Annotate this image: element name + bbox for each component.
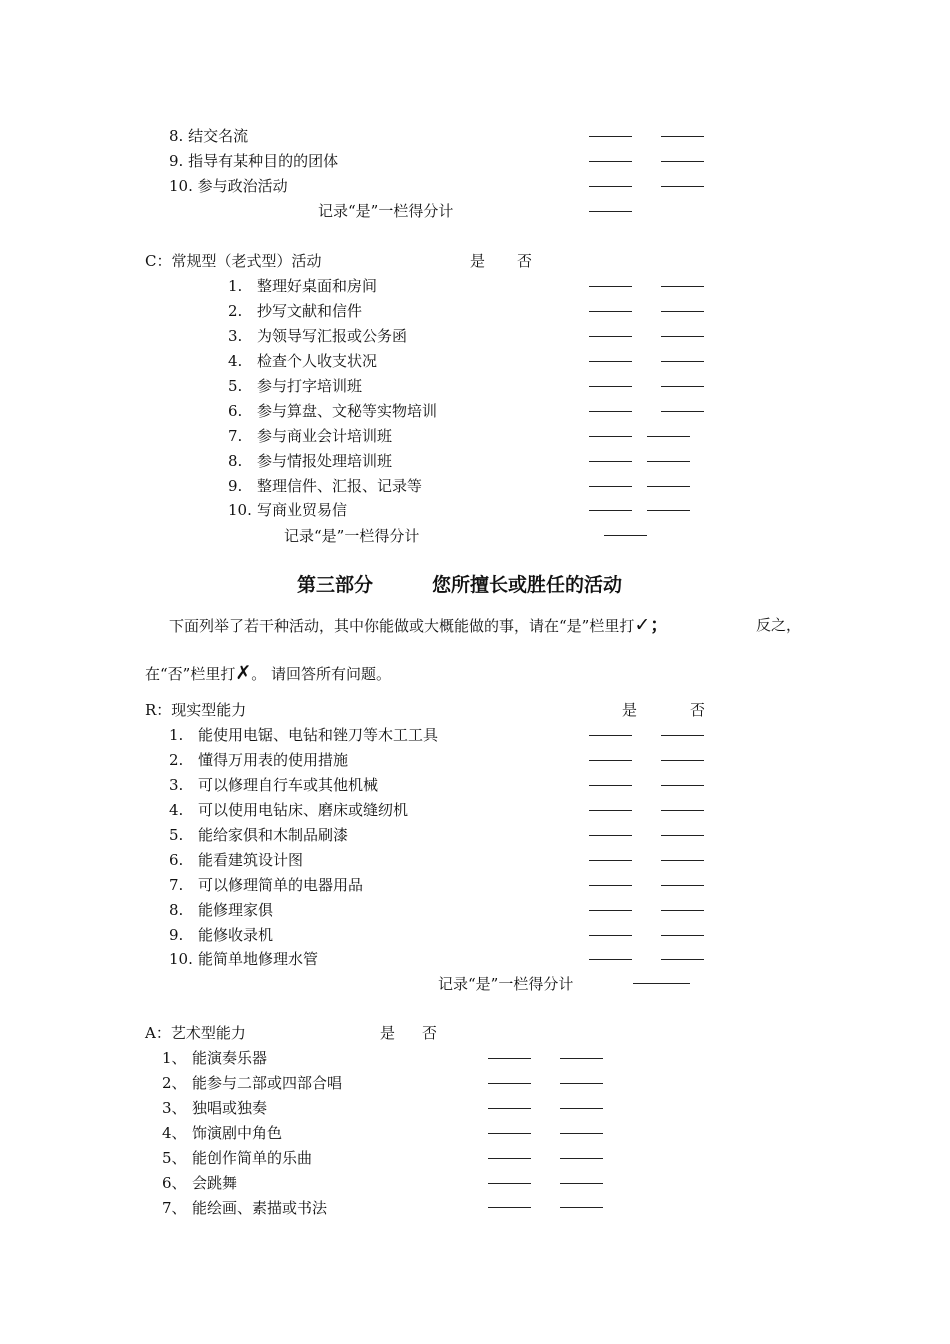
yes-column-header: 是 [380,1024,396,1042]
list-item: 1、 能演奏乐器 [162,1049,268,1067]
list-item: 6、 会跳舞 [162,1174,238,1192]
no-answer-blank[interactable] [661,336,704,337]
list-item: 9. 指导有某种目的的团体 [169,152,339,170]
no-answer-blank[interactable] [661,835,704,836]
yes-answer-blank[interactable] [589,136,632,137]
yes-answer-blank[interactable] [589,486,632,487]
intro-text-end: 反之， [756,616,802,634]
no-answer-blank[interactable] [661,860,704,861]
total-score-blank[interactable] [604,535,647,536]
no-answer-blank[interactable] [661,136,704,137]
list-item: 4. 可以使用电钻床、磨床或缝纫机 [169,801,409,819]
list-item: 3、 独唱或独奏 [162,1099,268,1117]
yes-answer-blank[interactable] [589,336,632,337]
no-answer-blank[interactable] [647,510,690,511]
section-title: C：常规型（老式型）活动 [145,252,322,270]
no-answer-blank[interactable] [661,161,704,162]
total-label: 记录“是”一栏得分计 [284,527,420,545]
yes-answer-blank[interactable] [589,411,632,412]
intro-text: 下面列举了若干种活动，其中你能做或大概能做的事，请在“是”栏里打✓； [169,614,669,636]
list-item: 1. 整理好桌面和房间 [228,277,378,295]
list-item: 9. 能修收录机 [169,926,274,944]
no-answer-blank[interactable] [647,461,690,462]
no-answer-blank[interactable] [661,810,704,811]
no-answer-blank[interactable] [661,311,704,312]
list-item: 6. 能看建筑设计图 [169,851,304,869]
yes-answer-blank[interactable] [589,361,632,362]
list-item: 6. 参与算盘、文秘等实物培训 [228,402,438,420]
no-answer-blank[interactable] [661,785,704,786]
list-item: 7. 可以修理简单的电器用品 [169,876,364,894]
yes-answer-blank[interactable] [589,910,632,911]
list-item: 5. 参与打字培训班 [228,377,363,395]
yes-answer-blank[interactable] [589,810,632,811]
yes-answer-blank[interactable] [488,1158,531,1159]
intro-text-line2: 在“否”栏里打✗。 请回答所有问题。 [145,662,392,684]
no-answer-blank[interactable] [661,411,704,412]
list-item: 8. 参与情报处理培训班 [228,452,393,470]
no-answer-blank[interactable] [560,1133,603,1134]
yes-answer-blank[interactable] [488,1207,531,1208]
no-column-header: 否 [517,252,533,270]
check-mark-icon: ✓ [634,614,651,636]
list-item: 10. 参与政治活动 [169,177,288,195]
list-item: 10. 写商业贸易信 [228,501,348,519]
no-answer-blank[interactable] [661,361,704,362]
no-answer-blank[interactable] [560,1158,603,1159]
no-answer-blank[interactable] [661,386,704,387]
list-item: 7. 参与商业会计培训班 [228,427,393,445]
part-heading: 第三部分 [297,574,374,596]
no-answer-blank[interactable] [560,1058,603,1059]
yes-answer-blank[interactable] [589,386,632,387]
section-title: R：现实型能力 [145,701,247,719]
no-answer-blank[interactable] [647,486,690,487]
no-column-header: 否 [690,701,706,719]
yes-answer-blank[interactable] [488,1183,531,1184]
yes-answer-blank[interactable] [589,735,632,736]
list-item: 3. 可以修理自行车或其他机械 [169,776,379,794]
total-score-blank[interactable] [633,983,690,984]
no-answer-blank[interactable] [661,286,704,287]
list-item: 5. 能给家俱和木制品刷漆 [169,826,349,844]
no-column-header: 否 [422,1024,438,1042]
section-title: A：艺术型能力 [145,1024,246,1042]
no-answer-blank[interactable] [560,1207,603,1208]
yes-answer-blank[interactable] [488,1108,531,1109]
list-item: 4、 饰演剧中角色 [162,1124,283,1142]
list-item: 3. 为领导写汇报或公务函 [228,327,408,345]
yes-column-header: 是 [470,252,486,270]
no-answer-blank[interactable] [560,1108,603,1109]
yes-answer-blank[interactable] [488,1083,531,1084]
list-item: 2. 抄写文献和信件 [228,302,363,320]
list-item: 7、 能绘画、素描或书法 [162,1199,328,1217]
total-score-blank[interactable] [589,211,632,212]
list-item: 5、 能创作简单的乐曲 [162,1149,313,1167]
yes-answer-blank[interactable] [589,436,632,437]
list-item: 1. 能使用电锯、电钻和锉刀等木工工具 [169,726,439,744]
no-answer-blank[interactable] [661,885,704,886]
list-item: 9. 整理信件、汇报、记录等 [228,477,423,495]
list-item: 8. 结交名流 [169,127,249,145]
no-answer-blank[interactable] [661,735,704,736]
no-answer-blank[interactable] [661,186,704,187]
cross-mark-icon: ✗ [235,662,252,684]
yes-answer-blank[interactable] [488,1133,531,1134]
list-item: 8. 能修理家俱 [169,901,274,919]
no-answer-blank[interactable] [661,959,704,960]
yes-answer-blank[interactable] [589,860,632,861]
list-item: 4. 检查个人收支状况 [228,352,378,370]
yes-answer-blank[interactable] [589,311,632,312]
yes-answer-blank[interactable] [589,510,632,511]
yes-column-header: 是 [622,701,638,719]
yes-answer-blank[interactable] [589,286,632,287]
no-answer-blank[interactable] [661,910,704,911]
yes-answer-blank[interactable] [589,461,632,462]
page-title: 您所擅长或胜任的活动 [432,574,623,596]
total-label: 记录“是”一栏得分计 [438,975,574,993]
yes-answer-blank[interactable] [589,959,632,960]
yes-answer-blank[interactable] [589,885,632,886]
yes-answer-blank[interactable] [488,1058,531,1059]
yes-answer-blank[interactable] [589,760,632,761]
yes-answer-blank[interactable] [589,186,632,187]
no-answer-blank[interactable] [560,1083,603,1084]
yes-answer-blank[interactable] [589,785,632,786]
yes-answer-blank[interactable] [589,161,632,162]
list-item: 2. 懂得万用表的使用措施 [169,751,349,769]
list-item: 10. 能简单地修理水管 [169,950,319,968]
total-label: 记录“是”一栏得分计 [318,202,454,220]
no-answer-blank[interactable] [560,1183,603,1184]
yes-answer-blank[interactable] [589,935,632,936]
no-answer-blank[interactable] [661,760,704,761]
list-item: 2、 能参与二部或四部合唱 [162,1074,343,1092]
no-answer-blank[interactable] [661,935,704,936]
no-answer-blank[interactable] [647,436,690,437]
yes-answer-blank[interactable] [589,835,632,836]
